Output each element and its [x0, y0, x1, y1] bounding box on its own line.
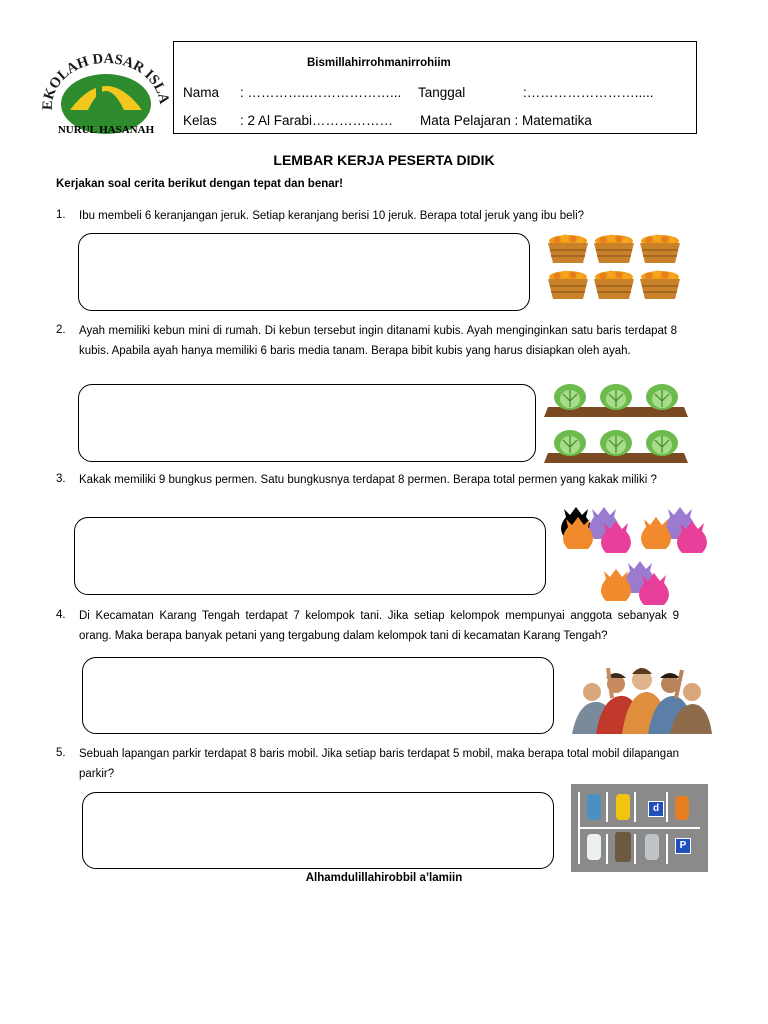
parking-sign-p: P [675, 838, 691, 854]
question-text: Ayah memiliki kebun mini di rumah. Di kebun tersebut ingin ditanami kubis. Ayah menginginkan satu baris terdapat 8 kubis. Apabila ayah hanya memiliki 6 baris media tanam. Berapa bibit kubis yang harus disiapkan oleh ayah. [79, 325, 677, 357]
name-label: Nama [183, 85, 220, 100]
answer-box-5[interactable] [82, 792, 554, 869]
subject-field: Mata Pelajaran : Matematika [420, 113, 592, 128]
instruction-text: Kerjakan soal cerita berikut dengan tepat dan benar! [56, 178, 343, 190]
parking-sign-d: d [648, 801, 664, 817]
answer-box-4[interactable] [82, 657, 554, 734]
page-title: LEMBAR KERJA PESERTA DIDIK [273, 152, 495, 168]
question-number: 3. [56, 473, 66, 485]
question-text: Kakak memiliki 9 bungkus permen. Satu bungkusnya terdapat 8 permen. Berapa total permen yang kakak miliki ? [79, 474, 657, 486]
cabbage-icon [544, 377, 692, 465]
question-text: Sebuah lapangan parkir terdapat 8 baris mobil. Jika setiap baris terdapat 5 mobil, maka berapa total mobil dilapangan parkir? [79, 748, 679, 780]
answer-box-1[interactable] [78, 233, 530, 311]
people-group-icon [572, 658, 712, 734]
name-field[interactable]: : …………..………………... [240, 85, 402, 100]
orange-basket-icon [545, 233, 685, 305]
date-label: Tanggal [418, 85, 466, 100]
class-label: Kelas [183, 113, 217, 128]
answer-box-2[interactable] [78, 384, 536, 462]
question-text: Di Kecamatan Karang Tengah terdapat 7 kelompok tani. Jika setiap kelompok mempunyai anggota sebanyak 9 orang. Maka berapa banyak petani yang tergabung dalam kelompok tani di kecamatan Karang Tengah? [79, 610, 679, 642]
closing-text: Alhamdulillahirobbil a’lamiin [305, 872, 463, 884]
class-field: : 2 Al Farabi……………… [240, 113, 394, 128]
answer-box-3[interactable] [74, 517, 546, 595]
question-text: Ibu membeli 6 keranjangan jeruk. Setiap keranjang berisi 10 jeruk. Berapa total jeruk yang ibu beli? [79, 210, 585, 222]
school-logo-bottom-text: NURUL HASANAH [57, 124, 155, 136]
school-logo-top-text: EKOLAH DASAR ISLA [39, 52, 173, 111]
question-number: 1. [56, 209, 66, 221]
question-number: 5. [56, 747, 66, 759]
bismillah-text: Bismillahirrohmanirrohiim [307, 57, 451, 69]
question-number: 4. [56, 609, 66, 621]
candy-bag-icon [560, 503, 720, 607]
question-number: 2. [56, 324, 66, 336]
parking-lot-icon [571, 784, 708, 872]
date-field[interactable]: :……………………..... [523, 85, 654, 100]
